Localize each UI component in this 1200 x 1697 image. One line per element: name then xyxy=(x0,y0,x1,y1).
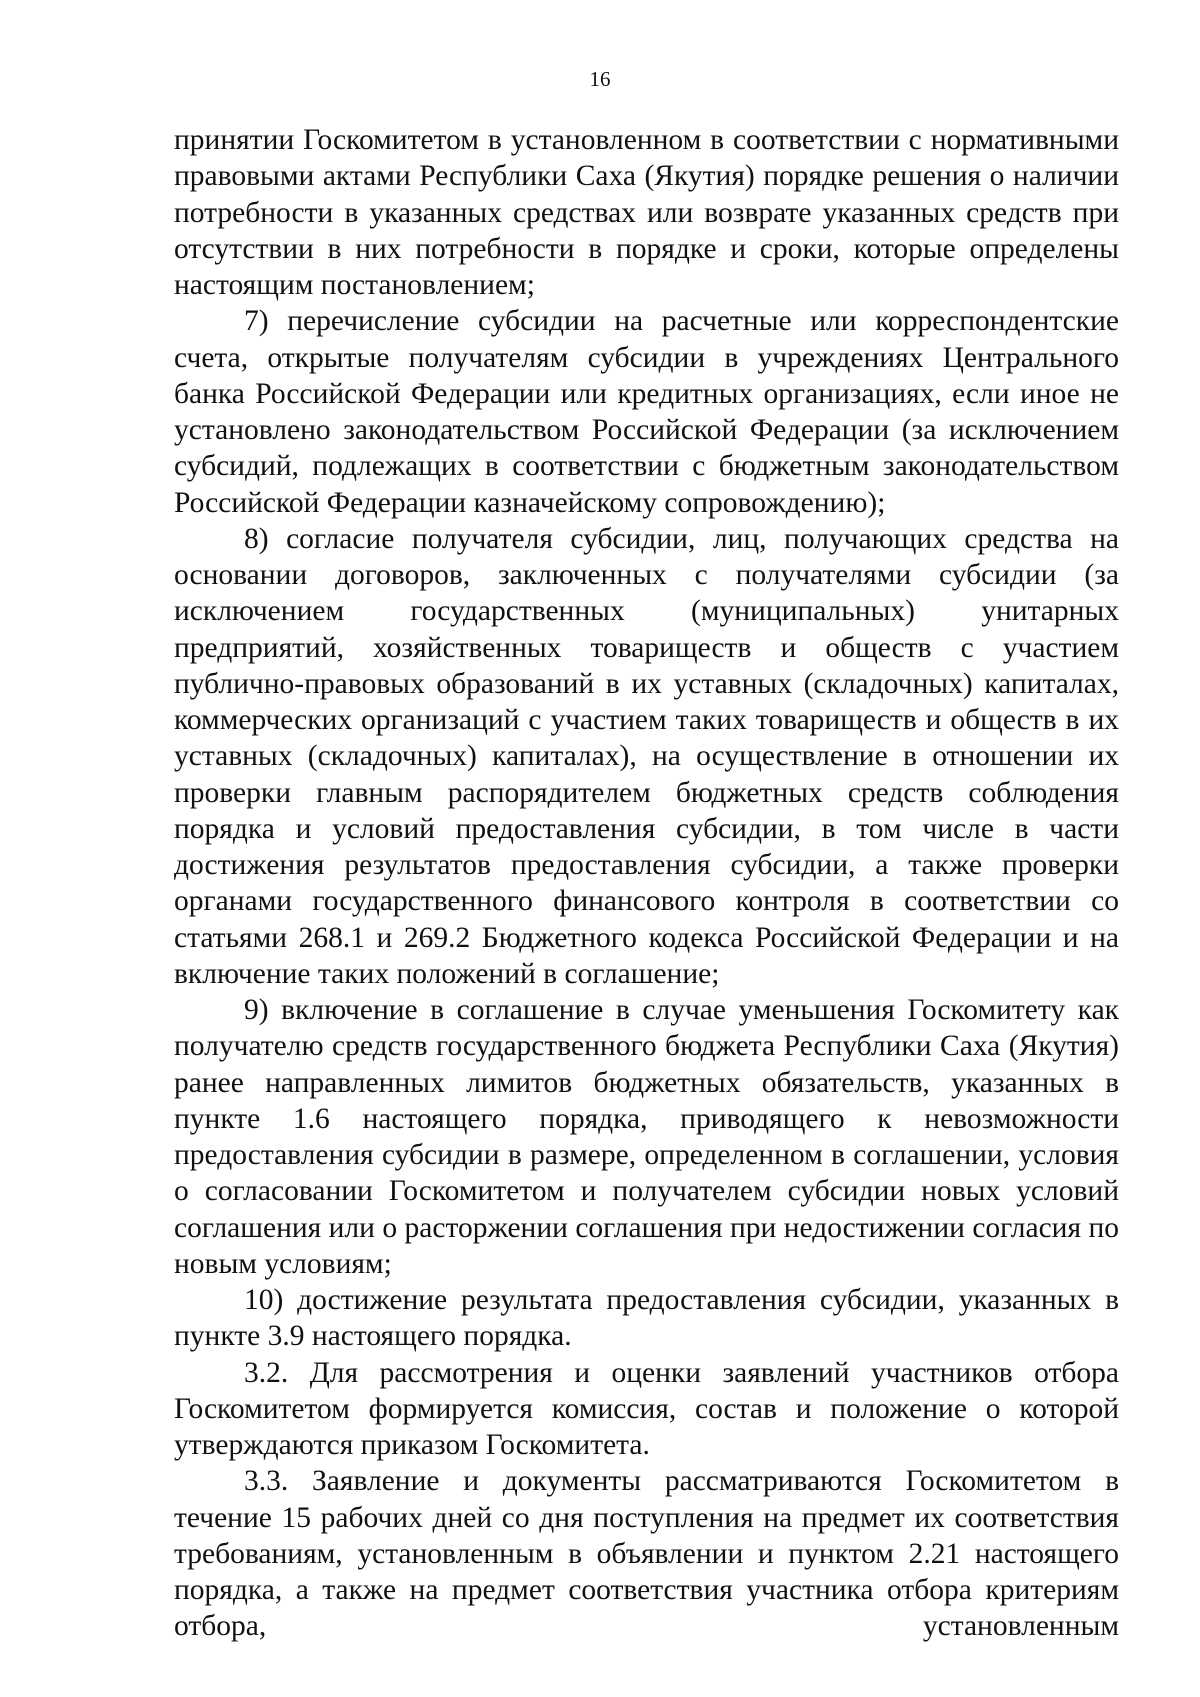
paragraph-item-9: 9) включение в соглашение в случае уменьшения Госкомитету как получателю средств государственного бюджета Республики Саха (Якутия) ранее направленных лимитов бюджетных обязательств, указанных в пункте 1.6 настоящего порядка, приводящего к невозможности предоставления субсидии в размере, определенном в соглашении, условия о согласовании Госкомитетом и получателем субсидии новых условий соглашения или о расторжении соглашения при недостижении согласия по новым условиям; xyxy=(174,994,1119,1280)
paragraph-item-10: 10) достижение результата предоставления субсидии, указанных в пункте 3.9 настоящего порядка. xyxy=(174,1284,1119,1353)
page-number: 16 xyxy=(589,67,611,91)
paragraph-3-3: 3.3. Заявление и документы рассматриваются Госкомитетом в течение 15 рабочих дней со дня поступления на предмет их соответствия требованиям, установленным в объявлении и пунктом 2.21 настоящего порядка, а также на предмет соответствия участника отбора критериям отбора, установленным xyxy=(174,1465,1119,1643)
paragraph-item-8: 8) согласие получателя субсидии, лиц, получающих средства на основании договоров, заключенных с получателями субсидии (за исключением государственных (муниципальных) унитарных предприятий, хозяйственных товариществ и обществ с участием публично-правовых образований в их уставных (складочных) капиталах, коммерческих организаций с участием таких товариществ и обществ в их уставных (складочных) капиталах), на осуществление в отношении их проверки главным распорядителем бюджетных средств соблюдения порядка и условий предоставления субсидии, в том числе в части достижения результатов предоставления субсидии, а также проверки органами государственного финансового контроля в соответствии со статьями 268.1 и 269.2 Бюджетного кодекса Российской Федерации и на включение таких положений в соглашение; xyxy=(174,522,1119,990)
document-body xyxy=(174,122,1119,1645)
paragraph-3-2: 3.2. Для рассмотрения и оценки заявлений участников отбора Госкомитетом формируется комиссия, состав и положение о которой утверждаются приказом Госкомитета. xyxy=(174,1356,1119,1461)
paragraph-item-7: 7) перечисление субсидии на расчетные или корреспондентские счета, открытые получателям субсидии в учреждениях Центрального банка Российской Федерации или кредитных организациях, если иное не установлено законодательством Российской Федерации (за исключением субсидий, подлежащих в соответствии с бюджетным законодательством Российской Федерации казначейскому сопровождению); xyxy=(174,305,1119,519)
paragraph-continuation: принятии Госкомитетом в установленном в соответствии с нормативными правовыми актами Республики Саха (Якутия) порядке решения о наличии потребности в указанных средствах или возврате указанных средств при отсутствии в них потребности в порядке и сроки, которые определены настоящим постановлением; xyxy=(174,124,1119,301)
